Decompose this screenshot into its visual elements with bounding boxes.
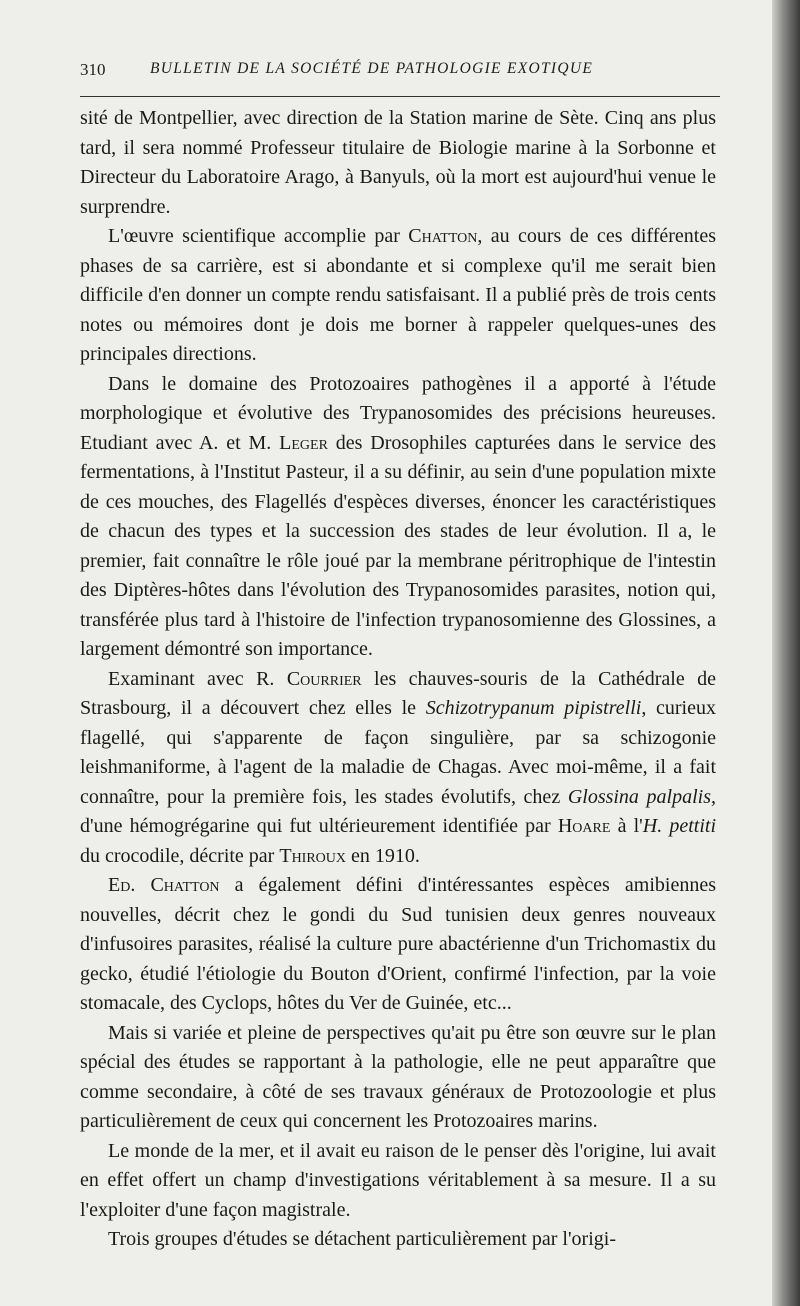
running-title: BULLETIN DE LA SOCIÉTÉ DE PATHOLOGIE EXOTIQUE (150, 60, 594, 77)
article-body (80, 104, 716, 1255)
author-name: Thiroux (279, 844, 347, 867)
paragraph-8: Trois groupes d'études se détachent particulièrement par l'origi- (108, 1228, 616, 1250)
paragraph-6: Mais si variée et pleine de perspectives qu'ait pu être son œuvre sur le plan spécial des études se rapportant à la pathologie, elle ne peut apparaître que comme secondaire, à côté de ses travaux généraux de Protozoologie et plus particulièrement de ceux qui concernent les Protozoaires marins. (80, 1021, 716, 1132)
author-name: Courrier (286, 667, 362, 690)
paragraph-7: Le monde de la mer, et il avait eu raison de le penser dès l'origine, lui avait en effet offert un champ d'investigations véritablement à sa mesure. Il a su l'exploiter d'une façon magistrale. (80, 1139, 716, 1221)
author-name: Ed. Chatton (108, 874, 220, 896)
book-spine-edge (772, 0, 800, 1306)
author-name: Hoare (557, 815, 611, 837)
author-name: Leger (279, 431, 328, 454)
paragraph-1: sité de Montpellier, avec direction de la Station marine de Sète. Cinq ans plus tard, il sera nommé Professeur titulaire de Biologie marine à la Sorbonne et Directeur du Laboratoire Arago, à Banyuls, où la mort est aujourd'hui venue le surprendre. (80, 107, 716, 218)
species-name: Schizotrypanum pipistrelli (425, 697, 642, 719)
species-name: Glossina palpalis (567, 785, 712, 808)
author-name: Chatton (408, 225, 478, 247)
page-number: 310 (80, 60, 106, 79)
paragraph-4: Examinant avec R. Courrier les chauves-souris de la Cathédrale de Strasbourg, il a découvert chez elles le Schizotrypanum pipistrelli, curieux flagellé, qui s'apparente de façon singulière, par sa schizogonie leishmaniforme, à l'agent de la maladie de Chagas. Avec moi-même, il a fait connaître, pour la première fois, les stades évolutifs, chez Glossina palpalis, d'une hémogrégarine qui fut ultérieurement identifiée par Hoare à l'H. pettiti du crocodile, décrite par Thiroux en 1910. (80, 667, 717, 867)
header-rule (80, 96, 720, 97)
species-name: H. pettiti (642, 815, 716, 837)
paragraph-2: L'œuvre scientifique accomplie par Chatton, au cours de ces différentes phases de sa carrière, est si abondante et si complexe qu'il me serait bien difficile d'en donner un compte rendu satisfaisant. Il a publié près de trois cents notes ou mémoires dont je dois me borner à rappeler quelques-unes des principales directions. (80, 225, 716, 365)
paragraph-5: Ed. Chatton a également défini d'intéressantes espèces amibiennes nouvelles, décrit chez le gondi du Sud tunisien deux genres nouveaux d'infusoires parasites, réalisé la culture pure abactérienne d'un Trichomastix du gecko, étudié l'étiologie du Bouton d'Orient, confirmé l'infection, par la voie stomacale, des Cyclops, hôtes du Ver de Guinée, etc... (80, 874, 716, 1014)
paragraph-3: Dans le domaine des Protozoaires pathogènes il a apporté à l'étude morphologique et évolutive des Trypanosomides des précisions heureuses. Etudiant avec A. et M. Leger des Drosophiles capturées dans le service des fermentations, à l'Institut Pasteur, il a su définir, au sein d'une population mixte de ces mouches, des Flagellés d'espèces diverses, énoncer les caractéristiques de chacun des types et la succession des stades de leur évolution. Il a, le premier, fait connaître le rôle joué par la membrane péritrophique de l'intestin des Diptères-hôtes dans l'évolution des Trypanosomides parasites, notion qui, transférée plus tard à l'histoire de l'infection trypanosomienne des Glossines, a largement démontré son importance. (80, 372, 716, 660)
